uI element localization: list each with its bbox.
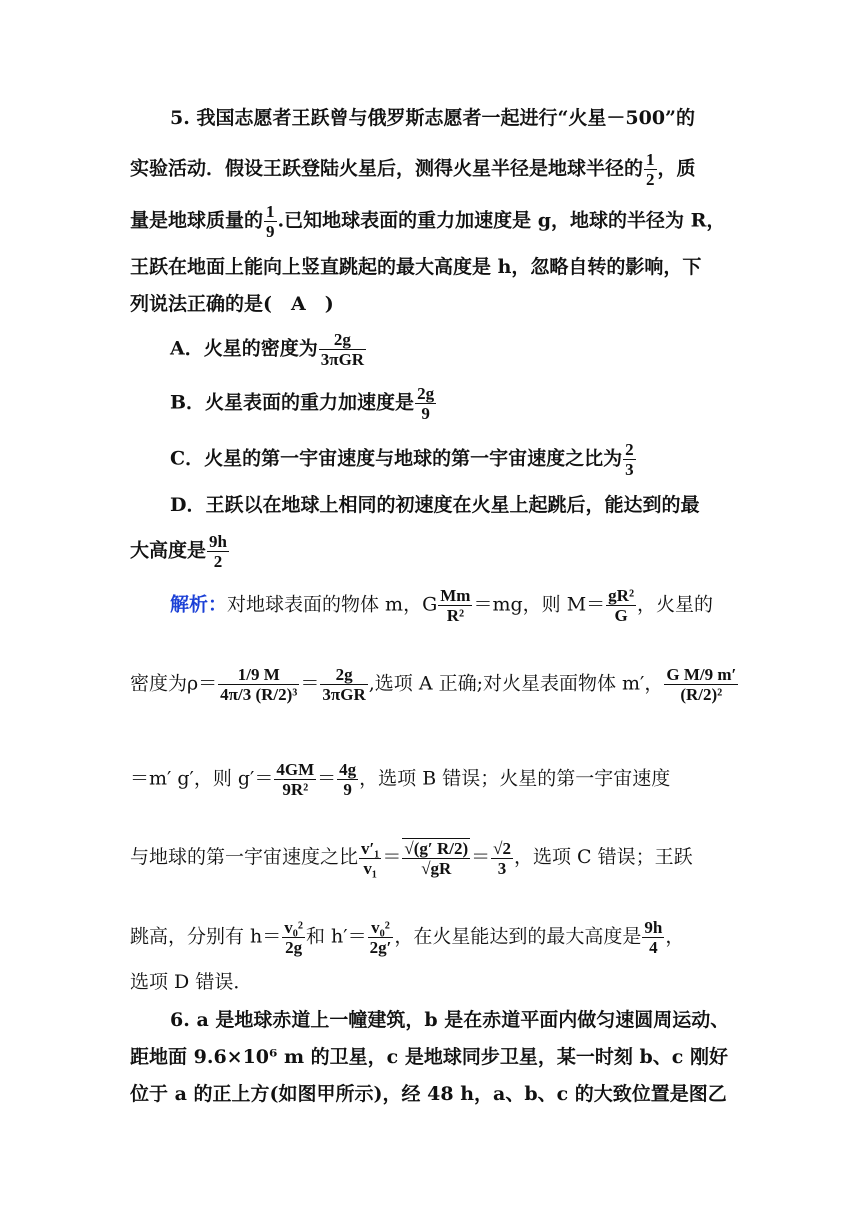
q6-line-3: 位于 a 的正上方(如图甲所示)，经 48 h，a、b、c 的大致位置是图乙 (130, 1083, 727, 1105)
q5-option-b: B．火星表面的重力加速度是 $\frac{2g}{9}$ (170, 384, 435, 423)
q5-option-d-line-1: D．王跃以在地球上相同的初速度在火星上起跳后，能达到的最 (170, 494, 700, 516)
fraction-one-half: $\frac{1}{2}$ (646, 150, 655, 189)
fraction-mm-r2: $\frac{Mm}{\text{R²}}$ (440, 586, 471, 625)
fraction-gr2-g: $\frac{\text{gR²}}{G}$ (608, 586, 635, 625)
fraction-v1-ratio: $\frac{\text{v′₁}}{\text{v₁}}$ (361, 838, 380, 878)
q5-line-3-tail: .已知地球表面的重力加速度是 g，地球的半径为 R， (277, 209, 726, 232)
analysis-line-5: 跳高，分别有 h＝ $\frac{\text{v₀²}}{2g}$ 和 h′＝ $\frac{\text{v₀²}}{2g'}$ ，在火星能达到的最大高度是 $\frac{9h}{4}$ ， (130, 918, 685, 957)
q5-line-2 (130, 150, 730, 189)
fraction-9h-4: $\frac{9h}{4}$ (644, 918, 663, 957)
fraction-mars-gravity: $\frac{\text{G M/9 m′}}{\text{(R/2)²}}$ (666, 665, 737, 704)
q5-option-c: C．火星的第一宇宙速度与地球的第一宇宙速度之比为 $\frac{2}{3}$ (170, 440, 634, 479)
fraction-4g-9: $\frac{4g}{9}$ (339, 760, 357, 799)
q5-line-4: 王跃在地面上能向上竖直跳起的最大高度是 h，忽略自转的影响，下 (130, 256, 702, 278)
fraction-v0sq-2g: $\frac{\text{v₀²}}{2g}$ (284, 918, 303, 957)
fraction-sqrt2-3: $\frac{√2}{3}$ (493, 838, 511, 878)
q5-line-2-text: 实验活动．假设王跃登陆火星后，测得火星半径是地球半径的 (130, 157, 644, 180)
q6-line-2: 距地面 9.6×10⁶ m 的卫星，c 是地球同步卫星，某一时刻 b、c 刚好 (130, 1046, 728, 1068)
option-b-fraction: $\frac{2g}{9}$ (417, 384, 435, 423)
fraction-4gm-9r2: $\frac{4GM}{\text{9R²}}$ (276, 760, 315, 799)
fraction-one-ninth: $\frac{1}{9}$ (266, 202, 275, 241)
q6-line-1: 6. a 是地球赤道上一幢建筑，b 是在赤道平面内做匀速圆周运动、 (170, 1009, 730, 1031)
fraction-v0sq-2gprime: $\frac{\text{v₀²}}{2g'}$ (369, 918, 392, 957)
fraction-2g-3pigr: $\frac{2g}{\text{3πGR}}$ (322, 665, 366, 704)
q5-option-a: A．火星的密度为 $\frac{2g}{\text{3πGR}}$ (170, 330, 365, 369)
q5-line-1: 5. 我国志愿者王跃曾与俄罗斯志愿者一起进行“火星－500”的 (170, 107, 695, 129)
analysis-label: 解析： (170, 593, 228, 616)
option-d-fraction: $\frac{9h}{2}$ (209, 532, 227, 571)
fraction-density: $\frac{1/9 M}{\text{4π/3 (R/2)³}}$ (220, 665, 298, 704)
option-c-fraction: $\frac{2}{3}$ (625, 440, 634, 479)
q5-line-5: 列说法正确的是( A ) (130, 293, 334, 315)
analysis-line-4: 与地球的第一宇宙速度之比 $\frac{\text{v′₁}}{\text{v₁}}$ ＝ $\frac{√(g' R/2)}{√gR}$ ＝ $\frac{√2}{3}$ ，选项 C 错误；王跃 (130, 838, 693, 878)
analysis-line-2: 密度为ρ＝ $\frac{1/9 M}{\text{4π/3 (R/2)³}}$ ＝ $\frac{2g}{\text{3πGR}}$ ,选项 A 正确;对火星表面物体 m′， $\frac{\text{G M/9 m′}}{\text{(R/2)²}}$ (130, 665, 737, 704)
fraction-sqrt-ratio: $\frac{√(g' R/2)}{√gR}$ (404, 839, 469, 878)
analysis-line-1: 解析：对地球表面的物体 m，G $\frac{Mm}{\text{R²}}$ ＝mg，则 M＝ $\frac{\text{gR²}}{G}$ ，火星的 (170, 586, 714, 625)
q5-line-3 (130, 202, 730, 241)
q5-line-3-text: 量是地球质量的 (130, 209, 264, 232)
q5-line-2-tail: ，质 (657, 157, 696, 180)
analysis-line-6: 选项 D 错误． (130, 971, 253, 993)
option-a-fraction: $\frac{2g}{\text{3πGR}}$ (320, 330, 365, 369)
analysis-line-3: ＝m′ g′，则 g′＝ $\frac{4GM}{\text{9R²}}$ ＝ $\frac{4g}{9}$ ，选项 B 错误；火星的第一宇宙速度 (130, 760, 671, 799)
q5-option-d-line-2: 大高度是 $\frac{9h}{2}$ (130, 532, 227, 571)
